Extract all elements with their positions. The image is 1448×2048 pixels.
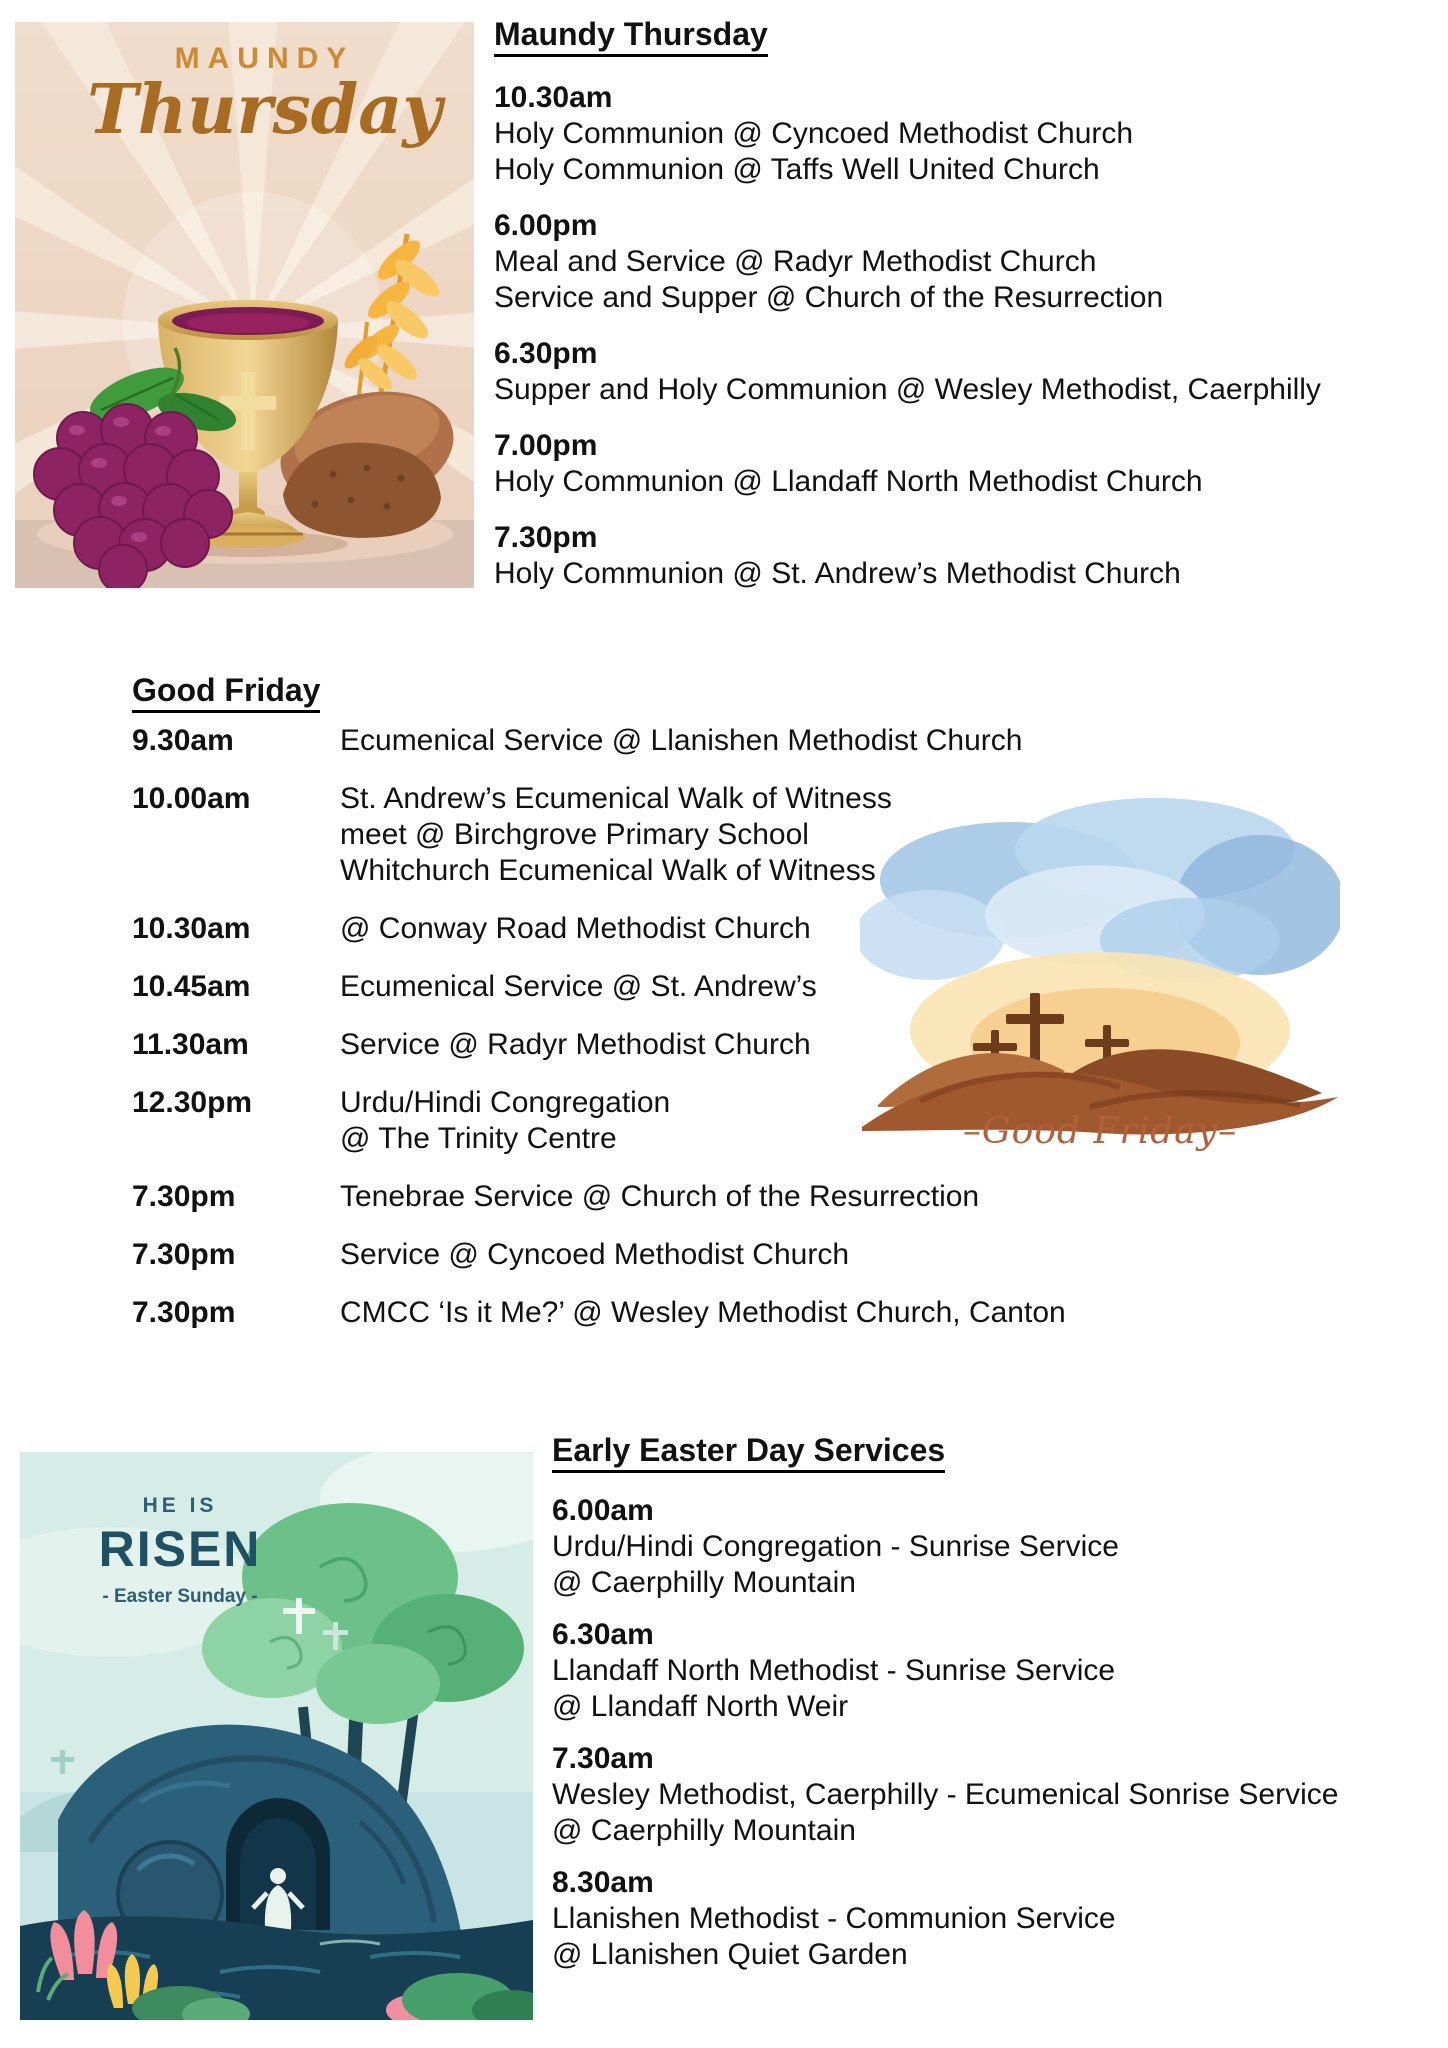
row-line: Service @ Radyr Methodist Church: [340, 1028, 811, 1061]
maundy-thursday-heading: Maundy Thursday: [494, 14, 768, 57]
easter-sunday-label: - Easter Sunday -: [102, 1586, 258, 1607]
schedule-entry: [494, 208, 1444, 316]
good-friday-illustration: [860, 775, 1340, 1170]
row-line: Ecumenical Service @ St. Andrew’s: [340, 970, 817, 1003]
schedule-entry: [552, 1617, 1448, 1725]
row-line: meet @ Birchgrove Primary School: [340, 818, 809, 851]
entry-time: 7.30pm: [494, 521, 598, 554]
row-line: Whitchurch Ecumenical Walk of Witness: [340, 854, 876, 887]
entry-time: 7.00pm: [494, 429, 598, 462]
row-time: 9.30am: [132, 724, 234, 757]
entry-line: Holy Communion @ Llandaff North Methodist Church: [494, 465, 1203, 498]
schedule-entry: [552, 1865, 1448, 1973]
schedule-row: [132, 1237, 1092, 1273]
row-time: 12.30pm: [132, 1086, 253, 1119]
row-line: St. Andrew’s Ecumenical Walk of Witness: [340, 782, 892, 815]
maundy-title-script: Thursday: [87, 70, 442, 150]
row-line: Ecumenical Service @ Llanishen Methodist Church: [340, 724, 1023, 757]
row-line: CMCC ‘Is it Me?’ @ Wesley Methodist Church, Canton: [340, 1296, 1066, 1329]
schedule-entry: [494, 80, 1444, 188]
he-is-risen-illustration: [20, 1452, 533, 2020]
row-line: @ Conway Road Methodist Church: [340, 912, 811, 945]
row-time: 7.30pm: [132, 1296, 236, 1329]
schedule-entry: [552, 1741, 1448, 1849]
maundy-thursday-illustration: [15, 22, 474, 588]
good-friday-heading: Good Friday: [132, 670, 320, 713]
schedule-row: [132, 1179, 1092, 1215]
schedule-entry: [494, 520, 1444, 592]
entry-line: Holy Communion @ St. Andrew’s Methodist Church: [494, 557, 1181, 590]
entry-line: Wesley Methodist, Caerphilly - Ecumenical Sonrise Service: [552, 1778, 1339, 1811]
entry-line: Supper and Holy Communion @ Wesley Methodist, Caerphilly: [494, 373, 1321, 406]
entry-line: Urdu/Hindi Congregation - Sunrise Service: [552, 1530, 1119, 1563]
entry-line: Holy Communion @ Taffs Well United Church: [494, 153, 1100, 186]
early-easter-heading: Early Easter Day Services: [552, 1430, 945, 1473]
entry-time: 10.30am: [494, 81, 613, 114]
entry-time: 6.00am: [552, 1494, 654, 1527]
early-easter-section: [552, 1430, 1448, 1973]
row-line: Urdu/Hindi Congregation: [340, 1086, 671, 1119]
row-line: @ The Trinity Centre: [340, 1122, 617, 1155]
schedule-row: [132, 1295, 1092, 1331]
risen-label: RISEN: [98, 1521, 262, 1577]
schedule-row: [132, 723, 1092, 759]
tomb-entrance: [226, 1798, 330, 1930]
risen-title-block: [40, 1494, 320, 1608]
entry-line: Llandaff North Methodist - Sunrise Service: [552, 1654, 1116, 1687]
entry-time: 8.30am: [552, 1866, 654, 1899]
schedule-entry: [494, 336, 1444, 408]
good-friday-caption: –Good Friday–: [962, 1111, 1238, 1152]
he-is-label: HE IS: [142, 1494, 218, 1517]
maundy-thursday-section: [494, 14, 1444, 592]
entry-line: @ Caerphilly Mountain: [552, 1814, 856, 1847]
entry-time: 7.30am: [552, 1742, 654, 1775]
row-time: 11.30am: [132, 1028, 249, 1061]
maundy-title-caps: MAUNDY: [174, 42, 355, 75]
schedule-entry: [552, 1493, 1448, 1601]
row-time: 10.45am: [132, 970, 251, 1003]
entry-line: @ Caerphilly Mountain: [552, 1566, 856, 1599]
entry-line: @ Llanishen Quiet Garden: [552, 1938, 908, 1971]
row-line: Tenebrae Service @ Church of the Resurrection: [340, 1180, 980, 1213]
row-time: 7.30pm: [132, 1238, 236, 1271]
row-time: 10.30am: [132, 912, 251, 945]
entry-line: Meal and Service @ Radyr Methodist Church: [494, 245, 1097, 278]
row-line: Service @ Cyncoed Methodist Church: [340, 1238, 850, 1271]
entry-line: Service and Supper @ Church of the Resurrection: [494, 281, 1164, 314]
entry-line: Holy Communion @ Cyncoed Methodist Church: [494, 117, 1134, 150]
schedule-entry: [494, 428, 1444, 500]
entry-time: 6.30pm: [494, 337, 598, 370]
row-time: 7.30pm: [132, 1180, 236, 1213]
row-time: 10.00am: [132, 782, 251, 815]
entry-time: 6.00pm: [494, 209, 598, 242]
entry-line: Llanishen Methodist - Communion Service: [552, 1902, 1116, 1935]
entry-line: @ Llandaff North Weir: [552, 1690, 849, 1723]
entry-time: 6.30am: [552, 1618, 654, 1651]
